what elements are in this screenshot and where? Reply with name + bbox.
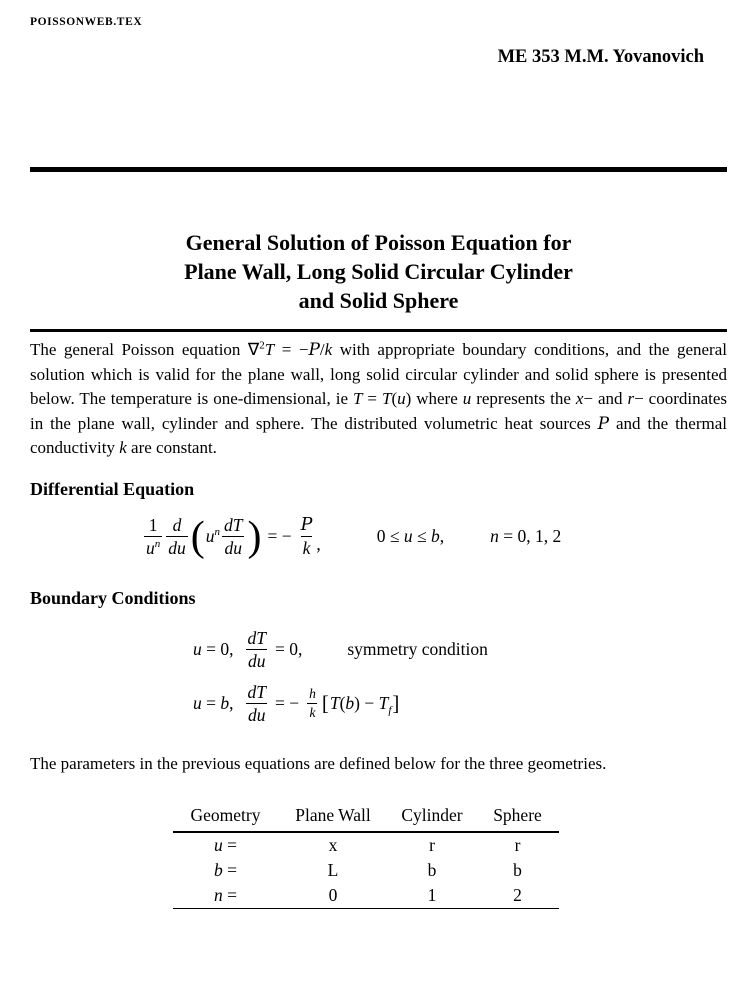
denominator: k	[302, 538, 311, 558]
math-var: u	[403, 526, 413, 547]
text-run: =	[222, 860, 237, 880]
n-values-constraint	[490, 526, 561, 546]
numerator: 1	[148, 514, 158, 535]
text-run: − coordinates in the plane wall, cylinder and sphere. The distributed volumetric heat sources	[30, 389, 728, 433]
course-header: ME 353 M.M. Yovanovich	[497, 47, 704, 67]
cell-value: 2	[513, 885, 522, 905]
closing-paragraph: The parameters in the previous equations are defined below for the three geometries.	[30, 753, 607, 773]
table-header-row	[173, 804, 559, 832]
math-var: T	[264, 340, 275, 359]
text-run: The general Poisson equation	[30, 340, 248, 359]
text-run: = 0,	[201, 639, 234, 660]
boundary-condition-1	[193, 626, 727, 674]
right-paren: )	[247, 513, 262, 560]
cell-value: 1	[427, 885, 437, 905]
right-bracket: ]	[392, 691, 400, 716]
fraction-dT-du	[246, 628, 268, 671]
text-run: ≤	[412, 526, 431, 547]
numerator: d	[172, 514, 182, 535]
denominator: k	[309, 705, 316, 720]
fraction-one-over-un	[144, 515, 162, 558]
equals-minus: = −	[267, 526, 292, 547]
text-run: = −	[274, 340, 309, 359]
text-run: = 0, 1, 2	[498, 526, 562, 547]
fraction-dT-du	[222, 515, 244, 558]
table-row-n	[173, 883, 559, 909]
math-var: r	[627, 389, 635, 408]
intro-paragraph	[30, 338, 727, 461]
row-label	[173, 832, 278, 858]
bc1-lhs	[193, 639, 234, 659]
numerator: dT	[224, 514, 243, 535]
math-var: u	[193, 639, 202, 660]
document-title	[30, 228, 727, 315]
text-run: =	[201, 693, 221, 714]
script-P-symbol: P	[308, 340, 320, 360]
text-run: and the thermal conductivity	[30, 413, 727, 457]
math-var: k	[119, 438, 127, 457]
fraction-dT-du	[246, 682, 268, 725]
boundary-conditions-heading: Boundary Conditions	[30, 587, 196, 608]
text-run: =	[362, 389, 382, 408]
symmetry-note: symmetry condition	[347, 639, 488, 660]
col-header-sphere: Sphere	[493, 805, 542, 825]
u-power-n	[206, 526, 220, 546]
math-var: b	[214, 860, 223, 880]
left-bracket: [	[321, 691, 329, 716]
table-row-u	[173, 832, 559, 858]
boundary-condition-2	[193, 680, 727, 728]
horizontal-rule-under-title	[30, 329, 727, 332]
math-var: u	[205, 526, 215, 547]
subscript-f: f	[388, 704, 392, 717]
numerator: dT	[247, 681, 266, 702]
text-run: with appropriate boundary conditions, and the general solution which is valid for the plane wall, long solid circular cylinder and solid sphere is presented below. The temperature is one-dimensional, ie	[30, 340, 727, 408]
superscript: n	[214, 526, 220, 539]
script-P-symbol: P	[300, 514, 313, 535]
bc2-lhs	[193, 693, 234, 713]
text-run: (	[391, 389, 398, 408]
equals-zero: = 0,	[274, 639, 303, 660]
math-var: b	[430, 526, 440, 547]
math-var: T	[378, 693, 389, 714]
text-run: represents the	[471, 389, 576, 408]
math-var: T	[381, 389, 392, 408]
differential-equation	[142, 513, 727, 561]
cell-value: b	[427, 860, 437, 880]
table-row-b	[173, 858, 559, 883]
math-var: u	[397, 389, 406, 408]
cell-value: r	[514, 835, 521, 855]
math-var: u	[193, 693, 202, 714]
denominator: du	[247, 651, 266, 671]
title-line-2: Plane Wall, Long Solid Circular Cylinder	[184, 259, 573, 284]
fraction-h-over-k	[307, 686, 318, 720]
nabla-symbol: ∇	[247, 340, 260, 359]
col-header-geometry: Geometry	[190, 805, 261, 825]
domain-constraint	[377, 526, 444, 546]
text-run: 0 ≤	[376, 526, 404, 547]
numerator: dT	[247, 627, 266, 648]
row-label	[173, 883, 278, 909]
denominator: du	[168, 538, 186, 558]
bc2-rhs	[329, 693, 392, 717]
title-line-3: and Solid Sphere	[298, 288, 459, 313]
col-header-cylinder: Cylinder	[401, 805, 463, 825]
fraction-P-over-k	[299, 515, 315, 558]
text-run: ) where	[405, 389, 463, 408]
comma: ,	[316, 534, 321, 555]
file-label: POISSONWEB.TEX	[30, 16, 143, 28]
title-line-1: General Solution of Poisson Equation for	[185, 230, 572, 255]
math-var: u	[462, 389, 472, 408]
math-var: n	[490, 526, 499, 547]
script-P-symbol: P	[597, 413, 610, 434]
math-var: x	[575, 389, 584, 408]
cell-value: x	[328, 835, 338, 855]
numerator: h	[309, 686, 316, 702]
text-run: =	[222, 835, 237, 855]
text-run: ) −	[354, 693, 379, 714]
superscript: n	[154, 538, 161, 551]
superscript: 2	[259, 339, 265, 352]
math-var: k	[324, 340, 333, 359]
fraction-d-du	[166, 515, 188, 558]
math-var: u	[146, 538, 155, 558]
math-var: b	[345, 693, 355, 714]
text-run: (	[339, 693, 346, 714]
cell-value: b	[513, 860, 522, 880]
text-run: =	[222, 885, 237, 905]
math-var: u	[214, 835, 223, 855]
math-var: T	[352, 389, 363, 408]
col-header-plane-wall: Plane Wall	[295, 805, 371, 825]
cell-value: 0	[328, 885, 338, 905]
denominator: du	[224, 538, 242, 558]
geometry-parameter-table	[173, 804, 559, 909]
cell-value: r	[429, 835, 435, 855]
text-run: ,	[229, 693, 234, 714]
math-var: n	[214, 885, 223, 905]
denominator	[144, 536, 162, 558]
row-label	[173, 858, 278, 883]
equals-minus: = −	[274, 693, 300, 714]
math-var: b	[220, 693, 230, 714]
left-paren: (	[190, 513, 205, 560]
text-run: /	[319, 340, 325, 359]
text-run: ,	[439, 526, 445, 547]
math-var: T	[329, 693, 340, 714]
horizontal-rule-top	[30, 167, 727, 172]
text-run: − and	[583, 389, 628, 408]
text-run: are constant.	[126, 438, 217, 457]
differential-equation-heading: Differential Equation	[30, 478, 195, 499]
cell-value: L	[327, 860, 339, 880]
denominator: du	[247, 705, 266, 725]
